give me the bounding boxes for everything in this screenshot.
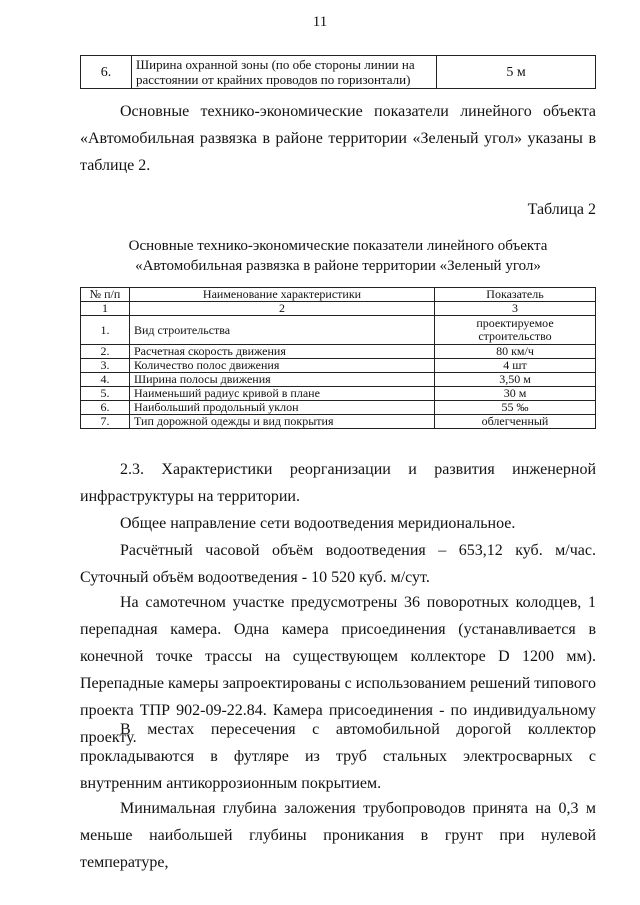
header-name: Наименование характеристики — [130, 288, 435, 302]
row-number: 2. — [81, 345, 130, 359]
col-number: 1 — [81, 302, 130, 316]
characteristic-name: Наименьший радиус кривой в плане — [130, 387, 435, 401]
table-row — [81, 345, 596, 359]
table-row — [81, 359, 596, 373]
row-number: 4. — [81, 373, 130, 387]
body-paragraph: Расчётный часовой объём водоотведения – 653,12 куб. м/час. Суточный объём водоотведения - 10 520 куб. м/сут. — [80, 542, 596, 586]
caption-line-2: «Автомобильная развязка в районе территории «Зеленый угол» — [135, 258, 541, 274]
body-paragraph: Минимальная глубина заложения трубопроводов принята на 0,3 м меньше наибольшей глубины проникания в грунт при нулевой температуре, — [80, 800, 596, 871]
column-number-row — [81, 302, 596, 316]
characteristic-value: 5 м — [437, 56, 596, 89]
header-num: № п/п — [81, 288, 130, 302]
table-header-row — [81, 288, 596, 302]
characteristic-value: облегченный — [435, 415, 596, 429]
table-row — [81, 56, 596, 89]
body-paragraph: В местах пересечения с автомобильной дорогой коллектор прокладываются в футляре из труб стальных электросварных с внутренним антикоррозионным покрытием. — [80, 721, 596, 792]
characteristic-name: Тип дорожной одежды и вид покрытия — [130, 415, 435, 429]
caption-line-1: Основные технико-экономические показатели линейного объекта — [128, 238, 548, 254]
row-number: 6. — [81, 401, 130, 415]
characteristic-name: Наибольший продольный уклон — [130, 401, 435, 415]
characteristic-name: Ширина полосы движения — [130, 373, 435, 387]
col-number: 3 — [435, 302, 596, 316]
characteristic-value: проектируемое строительство — [435, 316, 596, 345]
table-row — [81, 387, 596, 401]
row-number: 3. — [81, 359, 130, 373]
characteristic-value: 80 км/ч — [435, 345, 596, 359]
page-number: 11 — [312, 14, 328, 30]
table-label: Таблица 2 — [527, 201, 596, 218]
table-row — [81, 373, 596, 387]
row-number: 6. — [81, 56, 132, 89]
table-row — [81, 401, 596, 415]
row-number: 1. — [81, 316, 130, 345]
body-paragraph: Общее направление сети водоотведения меридиональное. — [120, 515, 516, 532]
continuation-table — [80, 55, 596, 89]
row-number: 5. — [81, 387, 130, 401]
table-caption — [80, 236, 596, 276]
header-value: Показатель — [435, 288, 596, 302]
section-heading: 2.3. Характеристики реорганизации и развития инженерной инфраструктуры на территории. — [80, 461, 596, 505]
characteristic-value: 30 м — [435, 387, 596, 401]
table-row — [81, 415, 596, 429]
body-paragraph: На самотечном участке предусмотрены 36 поворотных колодцев, 1 перепадная камера. Одна камера присоединения (устанавливается в конечной точке трассы на существующем коллекторе D 1200 мм). Перепадные камеры запроектированы с использованием решений типового проекта ТПР 902-09-22.84. Камера присоединения - по индивидуальному проекту. — [80, 594, 596, 746]
characteristic-name: Ширина охранной зоны (по обе стороны линии на расстоянии от крайних проводов по горизонтали) — [132, 56, 437, 89]
characteristic-value: 4 шт — [435, 359, 596, 373]
table-row — [81, 316, 596, 345]
characteristic-name: Вид строительства — [130, 316, 435, 345]
characteristic-name: Количество полос движения — [130, 359, 435, 373]
indicators-table — [80, 287, 596, 429]
characteristic-value: 3,50 м — [435, 373, 596, 387]
intro-paragraph: Основные технико-экономические показатели линейного объекта «Автомобильная развязка в районе территории «Зеленый угол» указаны в таблице 2. — [80, 103, 596, 174]
characteristic-value: 55 ‰ — [435, 401, 596, 415]
col-number: 2 — [130, 302, 435, 316]
characteristic-name: Расчетная скорость движения — [130, 345, 435, 359]
row-number: 7. — [81, 415, 130, 429]
